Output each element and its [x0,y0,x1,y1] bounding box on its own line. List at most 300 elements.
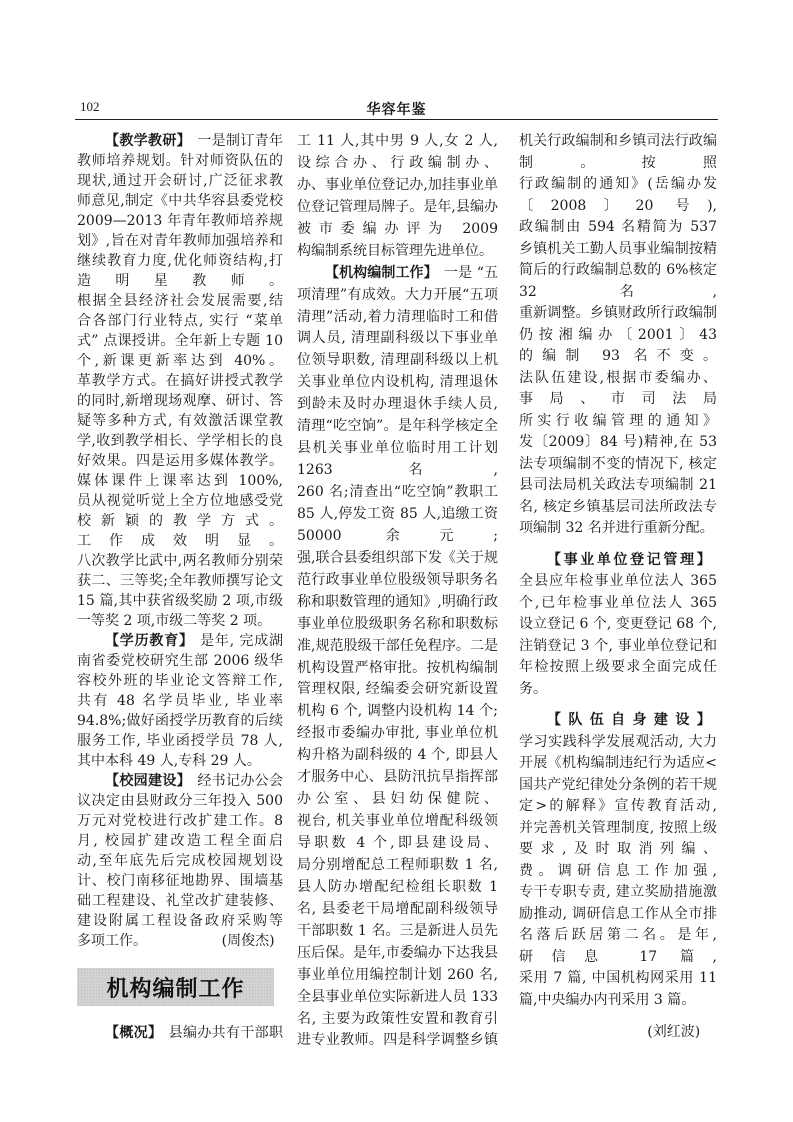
text-line [519,260,717,282]
text-line [297,811,498,833]
line-text: 础工程建设、礼堂改扩建装修、 [77,893,283,909]
line-text: 办公室、县妇幼保健院、 [297,791,498,808]
paragraph [297,263,498,1053]
line-body [77,213,283,229]
line-body [519,927,717,947]
text-line [297,723,498,745]
text-line [297,131,498,153]
line-body [77,593,283,609]
text-line [297,416,498,438]
line-text: 根据全县经济社会发展需要,结 [77,293,283,309]
text-line [297,197,498,219]
line-text: 获二、三等奖;全年教师撰写论文 [77,573,283,589]
line-body [77,893,283,909]
line-body [519,456,717,472]
text-line [297,701,498,723]
line-body [297,594,498,610]
text-line [77,831,283,851]
line-text: 32 名, [519,283,717,300]
line-text: 师意见,制定《中共华容县委党校 [77,193,283,209]
line-body [77,673,283,689]
line-body [105,133,283,149]
text-line [77,751,283,771]
text-line [77,911,283,931]
text-line [519,411,717,433]
line-body [519,638,717,654]
line-text: 重新调整。乡镇财政所行政编制 [519,305,717,321]
text-line [77,631,283,651]
line-text: 进专业教师。四是科学调整乡镇 [297,1032,498,1049]
text-line [519,861,717,883]
line-body [77,753,261,769]
text-line [519,282,717,304]
paragraph-heading: 【机构编制工作】 [325,264,438,281]
line-text: 好效果。四是运用多媒体教学。 [77,453,283,469]
line-text: 一等奖 2 项,市级二等奖 2 项。 [77,613,272,629]
text-line [519,239,717,261]
text-line [297,965,498,987]
line-text: 法队伍建设,根据市委编办、 [519,369,717,386]
line-text: 制。按照 [519,154,717,171]
text-line [519,153,717,175]
author-credit: (周俊杰) [221,933,275,949]
line-body [77,913,283,929]
text-line [519,732,717,754]
line-text: 个,已年检事业单位法人 365 [519,594,717,611]
line-body [77,453,283,471]
paragraph [77,631,283,771]
line-body [519,798,717,818]
line-text: 篇,中央编办内刊采用 3 篇。 [519,991,696,1008]
text-line [297,438,498,460]
text-line [519,753,717,775]
line-body [77,433,283,449]
line-text: 所实行收编管理的通知》 [519,412,717,429]
text-line [297,153,498,175]
text-line [77,351,283,371]
text-line [519,614,717,636]
line-text: 务。 [519,680,547,697]
text-line [519,636,717,658]
line-body [519,595,717,615]
line-text: 导职数 4 个,即县建设局、 [297,835,498,851]
text-line [297,1009,498,1031]
author-credit: (刘红波) [647,1024,701,1040]
line-text: 造明星教师。 [77,273,283,289]
line-body [519,734,717,750]
text-line [297,679,498,701]
line-body [519,863,717,883]
line-body [77,713,283,729]
line-body [297,396,498,412]
text-line [77,191,283,211]
line-text: 计、校门南移征地勘界、围墙基 [77,873,283,889]
text-line [297,833,498,855]
line-body [77,573,283,589]
section-title: 机构编制工作 [77,968,274,1006]
line-text: 的同时,新增现场观摩、研讨、答 [77,393,283,409]
text-line [77,611,283,631]
text-line [297,614,498,636]
line-text: 压后保。是年,市委编办下达我县 [297,944,498,961]
line-body [297,374,498,390]
text-line [297,987,498,1009]
line-body [77,253,283,269]
line-text: 位登记管理局牌子。是年,县编办 [297,198,498,215]
line-body [77,533,283,551]
line-body [297,791,498,811]
line-body [297,506,498,522]
line-body [297,616,498,632]
line-body [77,413,283,429]
text-line [297,1030,498,1052]
line-body [77,333,283,349]
text-line [519,775,717,797]
line-text: 全县应年检事业单位法人 365 [519,573,717,589]
header-rule [75,119,718,120]
text-line [297,285,498,307]
text-line [297,767,498,789]
text-line [519,796,717,818]
line-body [77,553,283,569]
text-line [297,943,498,965]
line-text: 视台, 机关事业单位增配科级领 [297,813,498,830]
line-body [297,681,498,697]
line-text: 万元对党校进行改扩建工作。8 [77,813,283,829]
column-right [519,131,717,1041]
line-body [547,712,717,732]
line-text: 容校外班的毕业论文答辩工作, [77,673,283,689]
line-text: 设综合办、行政编制办、 [297,154,498,171]
page-number: 102 [80,99,100,114]
line-text: 县编办共有干部职 [168,1025,283,1041]
text-line [297,745,498,767]
line-text: 行政编制的通知》(岳编办发 [519,176,717,192]
line-body [77,873,283,889]
text-line [77,1023,283,1043]
line-body [297,572,498,588]
line-body [519,992,695,1008]
line-body [297,703,498,719]
line-body [297,967,498,983]
line-body [519,198,717,218]
line-text: 经报市委编办审批, 事业单位机 [297,725,498,742]
line-text: 被市委编办评为 2009 [297,220,498,237]
line-text: 月, 校园扩建改造工程全面启 [77,833,283,849]
line-body [519,241,717,257]
text-line [77,211,283,231]
text-line [297,460,498,482]
line-text: 才服务中心、县防汛抗旱指挥部 [297,769,498,786]
line-body [519,906,717,922]
line-body [297,813,498,829]
line-text: 名, 主要为政策性安置和教育引 [297,1010,498,1027]
line-body [519,681,547,697]
line-body [519,477,717,493]
line-body [519,949,717,969]
text-line [297,372,498,394]
line-body [105,1025,283,1041]
line-text: 继续教育力度,优化师资结构,打 [77,253,283,269]
line-body [297,528,498,548]
text-line [297,526,498,548]
line-body [77,613,271,629]
line-body [297,309,498,325]
text-line [297,350,498,372]
line-text: 注销登记 3 个, 事业单位登记和 [519,637,717,654]
line-body [77,173,283,189]
text-line [519,968,717,990]
text-line [519,475,717,497]
text-line [77,571,283,591]
line-body [297,747,498,763]
line-text: 1263 名, [297,462,498,479]
text-line [519,368,717,390]
text-line [297,482,498,504]
line-text: 多项工作。 [77,933,147,949]
line-text: 八次教学比武中,两名教师分别荣 [77,553,283,569]
text-line [519,657,717,679]
text-line [297,263,498,285]
text-line [297,658,498,680]
line-text: 政编制由 594 名精简为 537 [519,219,717,235]
paragraph-heading: 【校园建设】 [105,773,192,789]
line-body [297,440,498,456]
text-line [519,593,717,615]
line-text: 位领导职数, 清理副科级以上机 [297,352,498,369]
line-body [105,773,283,789]
column-middle [297,131,498,1052]
line-body [297,133,498,153]
text-line [297,548,498,570]
line-text: 工 11 人,其中男 9 人,女 2 人, [297,133,498,149]
text-line [77,711,283,731]
line-text: 革教学方式。在搞好讲授式教学 [77,373,283,389]
text-line [77,891,283,911]
text-line [519,196,717,218]
line-text: 范行政事业单位股级领导职务名 [297,571,498,588]
text-line [297,175,498,197]
line-body [297,352,498,368]
line-body [77,793,283,809]
text-line [519,571,717,593]
line-body [77,273,283,291]
line-text: 县司法局机关政法专项编制 21 [519,477,717,493]
line-body [519,777,717,793]
line-body [547,552,717,572]
text-line [77,411,283,431]
line-body [519,520,714,536]
paragraph [519,131,717,540]
line-text: 议决定由县财政分三年投入 500 [77,793,283,809]
line-text: 年检按照上级要求全面完成任 [519,659,717,675]
line-body [297,901,498,917]
text-line [519,432,717,454]
line-body [325,265,498,281]
line-text: 开展《机构编制违纪行为适应< [519,755,717,771]
line-body [77,813,283,829]
line-text: 准,规范股级干部任免程序。二是 [297,637,498,654]
line-body [519,327,717,347]
line-text: 构编制系统目标管理先进单位。 [297,242,493,259]
line-body [297,725,498,741]
line-text: 全县事业单位实际新进人员 133 [297,988,498,1005]
line-text: 〔2008〕20 号), [519,197,717,214]
paragraph-heading: 【教学教研】 [105,133,192,149]
line-body [77,313,283,329]
line-text: 共有 48 名学员毕业, 毕业率 [77,693,283,709]
line-text: 简后的行政编制总数的 6%核定 [519,262,717,278]
text-line [519,174,717,196]
line-text: 教师培养规划。针对师资队伍的 [77,153,283,169]
paragraph [77,131,283,631]
text-line [77,311,283,331]
line-body [77,193,283,209]
text-line [519,346,717,368]
text-line [519,497,717,519]
line-text: 县人防办增配纪检组长职数 1 [297,878,498,895]
text-line [77,331,283,351]
text-line [519,303,717,325]
column-left [77,131,283,1043]
line-text: 一是 “五 [444,264,498,281]
line-body [297,1011,498,1027]
line-text: 工作成效明显。 [77,533,283,549]
line-body [297,287,498,303]
text-line [77,291,283,311]
text-line [297,219,498,241]
line-body [519,219,717,239]
text-line [297,504,498,526]
line-text: 仍按湘编办〔2001〕43 [519,326,717,343]
line-text: 定>的解释》宣传教育活动, [519,798,717,814]
line-text: 94.8%;做好函授学历教育的后续 [77,713,283,729]
line-text: 划》,旨在对青年教师加强培养和 [77,233,283,249]
line-text: 清理”活动,着力清理临时工和借 [297,308,498,325]
text-line [77,791,283,811]
line-body [297,221,498,241]
line-body [519,413,717,433]
line-body [297,857,498,873]
line-body [77,373,283,389]
text-line [77,691,283,711]
text-line [519,389,717,411]
text-line [77,671,283,691]
line-text: 建设附属工程设备政府采购等 [77,913,283,929]
text-line [519,131,717,153]
text-line [77,271,283,291]
line-body [77,473,283,491]
text-line [77,771,283,791]
line-body [519,176,717,192]
line-body [297,660,498,676]
line-body [297,484,498,500]
line-text: 动,至年底先后完成校园规划设 [77,853,283,869]
paragraph [77,771,283,951]
text-line [77,851,283,871]
line-body [77,693,283,709]
text-line [297,570,498,592]
line-text: 名落后跃居第二名。是年, [519,927,717,943]
line-body [297,945,498,961]
line-body [519,305,717,321]
line-text: 50000 余元; [297,527,498,544]
running-title: 华容年鉴 [366,102,427,118]
line-body [77,233,283,249]
text-line [77,251,283,271]
paragraph-heading: 【概况】 [105,1025,163,1041]
line-text: 机构设置严格审批。按机构编制 [297,659,498,676]
line-text: 式” 点课授讲。全年新上专题 10 [77,333,283,349]
line-body [519,348,717,368]
line-body [519,616,717,632]
line-body [519,970,717,986]
text-line [519,947,717,969]
line-body [297,879,498,895]
text-line [519,925,717,947]
line-text: 学习实践科学发展观活动, 大力 [519,733,717,750]
text-line [77,131,283,151]
line-body [297,923,498,939]
text-line [77,871,283,891]
text-line [77,151,283,171]
text-line [519,882,717,904]
line-text: 励推动, 调研信息工作从全市排 [519,905,717,922]
line-body [519,820,717,836]
text-line [297,789,498,811]
line-body [519,262,717,278]
line-body [519,755,717,775]
line-body [297,177,498,193]
line-text: 发〔2009〕84 号)精神,在 53 [519,434,717,450]
text-line [519,217,717,239]
text-line [77,231,283,251]
line-body [519,884,717,900]
line-text: 事局、市司法局 [519,391,717,407]
text-line [77,471,283,491]
text-line [519,325,717,347]
text-line [519,839,717,861]
line-body [297,1032,498,1048]
paragraph-heading: 【队伍自身建设】 [547,712,711,728]
line-text: 疑等多种方式, 有效激活课堂教 [77,413,283,429]
text-line [519,679,717,701]
line-text: 机构 6 个, 调整内设机构 14 个; [297,703,498,720]
text-line [77,551,283,571]
line-text: 的编制 93 名不变。 [519,348,717,364]
line-body [519,659,717,675]
line-text: 其中本科 49 人,专科 29 人。 [77,753,261,769]
line-body [297,330,498,346]
line-body [519,391,717,411]
line-text: 清理“吃空饷”。是年科学核定全 [297,418,498,435]
line-text: 校新颖的教学方式。 [77,513,283,529]
line-text: 服务工作, 毕业函授学员 78 人, [77,733,283,749]
text-line [77,391,283,411]
line-body [297,462,498,482]
text-line [77,811,283,831]
line-text: 是年, 完成湖 [200,633,283,649]
text-line [297,592,498,614]
text-line [77,371,283,391]
paragraph-heading: 【事业单位登记管理】 [547,551,711,568]
line-text: 办、事业单位登记办,加挂事业单 [297,176,498,193]
text-line [77,731,283,751]
text-line [297,328,498,350]
line-body [519,370,717,390]
line-body [297,769,498,785]
line-text: 采用 7 篇, 中国机构网采用 11 [519,970,717,986]
